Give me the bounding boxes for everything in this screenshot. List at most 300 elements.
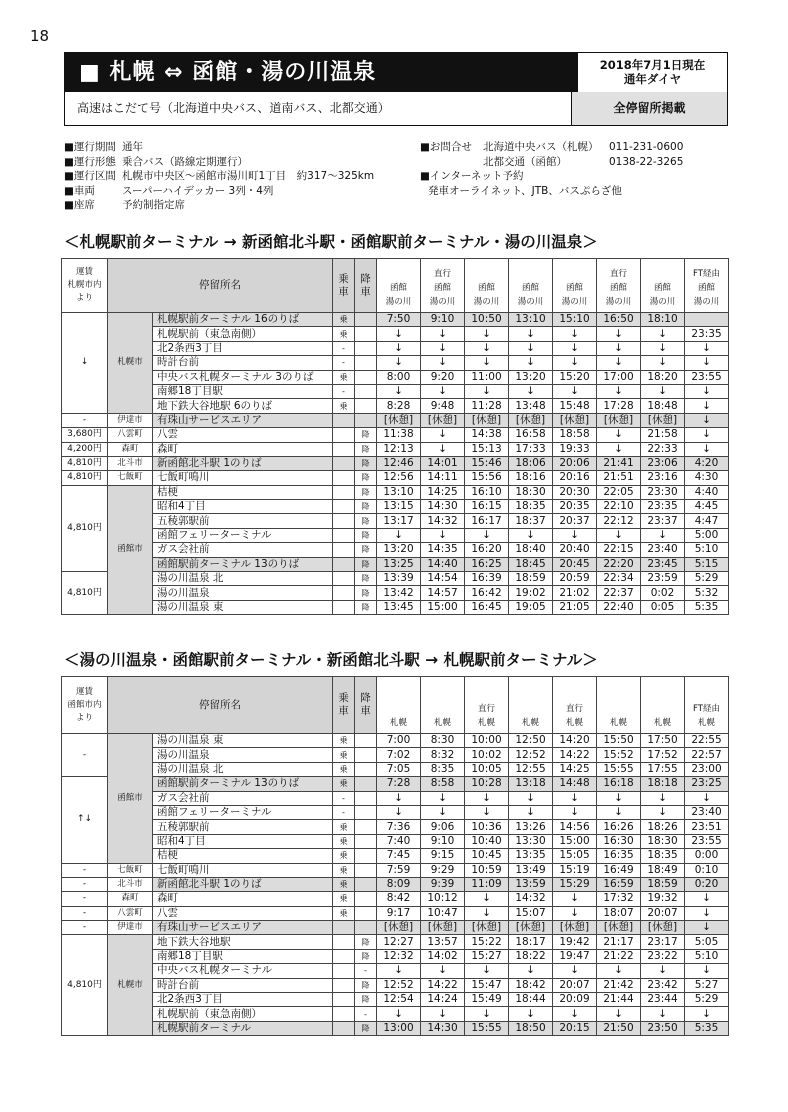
trip-header	[509, 259, 553, 313]
departure-time: 10:50	[465, 313, 509, 327]
trip-header-line: 湯の川	[561, 297, 588, 307]
departure-time: [休憩]	[553, 921, 597, 935]
departure-time: 13:20	[509, 370, 553, 384]
stop-row	[62, 748, 729, 762]
departure-time: ↓	[597, 528, 641, 542]
departure-time: 18:45	[509, 557, 553, 571]
stop-name: 函館駅前ターミナル 13のりば	[153, 557, 333, 571]
stop-name: 時計台前	[153, 978, 333, 992]
departure-time: ↓	[641, 327, 685, 341]
stop-row	[62, 500, 729, 514]
city-cell: 七飯町	[108, 471, 153, 485]
departure-time: 23:40	[641, 543, 685, 557]
departure-time: 13:26	[509, 820, 553, 834]
departure-time: ↓	[553, 341, 597, 355]
departure-time: [休憩]	[509, 413, 553, 427]
departure-time: 0:00	[685, 849, 729, 863]
departure-time: 15:19	[553, 863, 597, 877]
section-title: ＜札幌駅前ターミナル → 新函館北斗駅・函館駅前ターミナル・湯の川温泉＞	[64, 233, 598, 251]
departure-time: ↓	[553, 528, 597, 542]
trip-header	[465, 677, 509, 734]
departure-time: ↓	[597, 1007, 641, 1021]
trip-header-line: 直行	[433, 269, 451, 279]
stop-row	[62, 892, 729, 906]
departure-time: [休憩]	[421, 413, 465, 427]
board-mark: 乗	[333, 849, 355, 863]
departure-time: 15:52	[597, 748, 641, 762]
trip-header-line	[377, 689, 420, 703]
info-key: ■運行期間	[64, 141, 116, 153]
trip-header-line: 札幌	[521, 718, 539, 728]
stop-row	[62, 978, 729, 992]
departure-time: 5:29	[685, 572, 729, 586]
board-header: 乗 車	[333, 677, 355, 734]
departure-time: 5:35	[685, 1021, 729, 1035]
departure-time: 23:17	[641, 935, 685, 949]
city-cell: 函館市	[108, 734, 153, 864]
stop-name: 北2条西3丁目	[153, 341, 333, 355]
board-mark	[333, 471, 355, 485]
board-mark	[333, 428, 355, 442]
departure-time: 13:25	[377, 557, 421, 571]
board-mark	[333, 935, 355, 949]
timetable-inbound	[61, 676, 729, 1036]
departure-time: ↓	[553, 805, 597, 819]
departure-time: 13:42	[377, 586, 421, 600]
board-mark: 乗	[333, 820, 355, 834]
board-mark: 乗	[333, 877, 355, 891]
departure-time: 23:25	[685, 777, 729, 791]
alight-header: 降 車	[355, 677, 377, 734]
departure-time: 13:48	[509, 399, 553, 413]
departure-time: 16:59	[597, 877, 641, 891]
departure-time: ↓	[509, 1007, 553, 1021]
departure-time: 17:50	[641, 734, 685, 748]
alight-mark: 降	[355, 935, 377, 949]
departure-time: 20:35	[553, 500, 597, 514]
departure-time: ↓	[377, 964, 421, 978]
departure-time: 10:28	[465, 777, 509, 791]
departure-time: 21:44	[597, 993, 641, 1007]
departure-time: 13:39	[377, 572, 421, 586]
fare-cell: 4,810円	[62, 485, 108, 571]
board-mark: 乗	[333, 370, 355, 384]
alight-mark	[355, 413, 377, 427]
departure-time: 13:35	[509, 849, 553, 863]
stop-name: 有珠山サービスエリア	[153, 413, 333, 427]
departure-time: [休憩]	[641, 921, 685, 935]
departure-time: ↓	[509, 327, 553, 341]
board-mark: -	[333, 341, 355, 355]
trip-header-line: 函館	[609, 283, 627, 293]
departure-time: 8:00	[377, 370, 421, 384]
departure-time: 15:56	[465, 471, 509, 485]
departure-time: 21:17	[597, 935, 641, 949]
city-cell: 伊達市	[108, 413, 153, 427]
departure-time: ↓	[377, 791, 421, 805]
departure-time: ↓	[641, 964, 685, 978]
departure-time: 16:25	[465, 557, 509, 571]
alight-mark	[355, 906, 377, 920]
stop-name: 地下鉄大谷地駅 6のりば	[153, 399, 333, 413]
departure-time: 15:50	[597, 734, 641, 748]
departure-time: 12:54	[377, 993, 421, 1007]
schedule-type: 通年ダイヤ	[623, 72, 682, 86]
departure-time: 16:18	[597, 777, 641, 791]
departure-time: ↓	[597, 428, 641, 442]
fare-cell: 4,200円	[62, 442, 108, 456]
stop-name: 函館フェリーターミナル	[153, 805, 333, 819]
trip-header	[377, 259, 421, 313]
departure-time: 9:06	[421, 820, 465, 834]
departure-time: ↓	[553, 384, 597, 398]
departure-time: 16:10	[465, 485, 509, 499]
trip-header-line	[421, 703, 464, 717]
departure-time: 15:46	[465, 456, 509, 470]
departure-time: 17:52	[641, 748, 685, 762]
departure-time: 5:27	[685, 978, 729, 992]
departure-time: 19:42	[553, 935, 597, 949]
alight-mark	[355, 734, 377, 748]
departure-time: 22:20	[597, 557, 641, 571]
departure-time: 14:01	[421, 456, 465, 470]
departure-time: 22:12	[597, 514, 641, 528]
route-subtitle: 高速はこだて号（北海道中央バス、道南バス、北都交通）	[77, 101, 390, 115]
departure-time: ↓	[641, 791, 685, 805]
stop-row	[62, 313, 729, 327]
trip-header	[421, 677, 465, 734]
departure-time: 5:10	[685, 543, 729, 557]
departure-time: 13:45	[377, 600, 421, 614]
departure-time: 4:40	[685, 485, 729, 499]
departure-time: 17:33	[509, 442, 553, 456]
departure-time: 18:22	[509, 949, 553, 963]
alight-mark	[355, 849, 377, 863]
departure-time: 5:00	[685, 528, 729, 542]
departure-time: 15:05	[553, 849, 597, 863]
departure-time: [休憩]	[553, 413, 597, 427]
trip-header-line	[421, 689, 464, 703]
date-line: 2018年7月1日現在	[599, 58, 706, 72]
departure-time: [休憩]	[377, 921, 421, 935]
departure-time: ↓	[465, 805, 509, 819]
board-mark	[333, 949, 355, 963]
trip-header-line	[465, 689, 508, 703]
departure-time: 22:10	[597, 500, 641, 514]
city-cell: 北斗市	[108, 456, 153, 470]
departure-time: 15:55	[465, 1021, 509, 1035]
departure-time: ↓	[685, 964, 729, 978]
trip-header-line	[465, 268, 508, 282]
board-mark	[333, 528, 355, 542]
board-mark: 乗	[333, 762, 355, 776]
board-mark	[333, 557, 355, 571]
stop-name: 湯の川温泉 東	[153, 600, 333, 614]
board-mark: 乗	[333, 834, 355, 848]
departure-time: 20:30	[553, 485, 597, 499]
departure-time: 14:30	[421, 500, 465, 514]
departure-time: 18:44	[509, 993, 553, 1007]
departure-time: ↓	[641, 1007, 685, 1021]
fare-header: 運賃 札幌市内 より	[62, 259, 108, 313]
departure-time: 9:48	[421, 399, 465, 413]
departure-time: 15:20	[553, 370, 597, 384]
departure-time: 15:07	[509, 906, 553, 920]
departure-time: 18:42	[509, 978, 553, 992]
trip-header	[421, 259, 465, 313]
stop-name: 湯の川温泉	[153, 748, 333, 762]
departure-time: 14:54	[421, 572, 465, 586]
alight-mark	[355, 313, 377, 327]
departure-time: 14:25	[553, 762, 597, 776]
stop-row	[62, 572, 729, 586]
stop-row	[62, 442, 729, 456]
trip-header-line	[641, 268, 684, 282]
departure-time: 14:35	[421, 543, 465, 557]
board-mark: -	[333, 805, 355, 819]
trip-header-line: 函館	[565, 283, 583, 293]
stop-row	[62, 834, 729, 848]
stop-name: 有珠山サービスエリア	[153, 921, 333, 935]
departure-time: ↓	[377, 805, 421, 819]
departure-time: 13:57	[421, 935, 465, 949]
departure-time: 18:30	[641, 834, 685, 848]
stop-row	[62, 906, 729, 920]
board-mark: 乗	[333, 748, 355, 762]
departure-time: 21:58	[641, 428, 685, 442]
departure-time: 7:45	[377, 849, 421, 863]
departure-time: 22:34	[597, 572, 641, 586]
departure-time: 23:45	[641, 557, 685, 571]
info-value: 札幌市中央区～函館市湯川町1丁目 約317～325km	[122, 170, 375, 182]
stop-row	[62, 341, 729, 355]
stop-row	[62, 514, 729, 528]
departure-time: ↓	[377, 341, 421, 355]
departure-time: 13:00	[377, 1021, 421, 1035]
stop-row	[62, 762, 729, 776]
departure-time: ↓	[377, 356, 421, 370]
departure-time: 14:48	[553, 777, 597, 791]
fare-cell: -	[62, 734, 108, 777]
departure-time: 8:30	[421, 734, 465, 748]
departure-time: 22:55	[685, 734, 729, 748]
departure-time: 10:00	[465, 734, 509, 748]
trip-header-line: 湯の川	[429, 297, 456, 307]
stop-name: 地下鉄大谷地駅	[153, 935, 333, 949]
alight-mark: 降	[355, 586, 377, 600]
departure-time: 10:12	[421, 892, 465, 906]
board-mark: -	[333, 791, 355, 805]
trip-header-line: 函館	[653, 283, 671, 293]
departure-time: 7:59	[377, 863, 421, 877]
stop-name: ガス会社前	[153, 791, 333, 805]
trip-header-line: 直行	[609, 269, 627, 279]
departure-time: ↓	[509, 528, 553, 542]
departure-time: 15:10	[553, 313, 597, 327]
fare-cell: -	[62, 906, 108, 920]
stop-row	[62, 543, 729, 557]
board-mark	[333, 1021, 355, 1035]
stop-name: 函館フェリーターミナル	[153, 528, 333, 542]
departure-time: 8:58	[421, 777, 465, 791]
trip-header-line: 直行	[565, 704, 583, 714]
city-cell: 八雲町	[108, 428, 153, 442]
alight-mark: 降	[355, 543, 377, 557]
departure-time: 9:10	[421, 313, 465, 327]
departure-time: 15:55	[597, 762, 641, 776]
departure-time: ↓	[465, 528, 509, 542]
trip-header-line: 湯の川	[649, 297, 676, 307]
departure-time: 18:07	[597, 906, 641, 920]
trip-header	[641, 677, 685, 734]
departure-time: ↓	[597, 805, 641, 819]
departure-time: ↓	[597, 964, 641, 978]
departure-time: 20:16	[553, 471, 597, 485]
departure-time: ↓	[553, 791, 597, 805]
alight-mark: 降	[355, 528, 377, 542]
trip-header-line	[553, 689, 596, 703]
stop-name: 昭和4丁目	[153, 500, 333, 514]
route-title: ■ 札幌 ⇔ 函館・湯の川温泉	[79, 60, 377, 85]
board-mark: 乗	[333, 327, 355, 341]
departure-time: ↓	[597, 442, 641, 456]
departure-time: 23:51	[685, 820, 729, 834]
departure-time: 23:22	[641, 949, 685, 963]
stop-name: 森町	[153, 442, 333, 456]
departure-time: 18:30	[509, 485, 553, 499]
departure-time: ↓	[421, 327, 465, 341]
departure-time: 23:50	[641, 1021, 685, 1035]
departure-time: 12:13	[377, 442, 421, 456]
trip-header	[641, 259, 685, 313]
alight-mark	[355, 370, 377, 384]
trip-header	[465, 259, 509, 313]
departure-time: 13:59	[509, 877, 553, 891]
departure-time: 4:47	[685, 514, 729, 528]
departure-time: [休憩]	[597, 921, 641, 935]
departure-time: 9:20	[421, 370, 465, 384]
departure-time: ↓	[597, 341, 641, 355]
trip-header	[597, 259, 641, 313]
departure-time: 21:05	[553, 600, 597, 614]
departure-time: ↓	[553, 906, 597, 920]
departure-time: ↓	[553, 892, 597, 906]
departure-time: 20:59	[553, 572, 597, 586]
info-key: ■車両	[64, 184, 95, 197]
departure-time: ↓	[377, 1007, 421, 1021]
board-mark	[333, 993, 355, 1007]
departure-time: 14:22	[421, 978, 465, 992]
stop-row	[62, 384, 729, 398]
stop-row	[62, 413, 729, 427]
departure-time: 18:40	[509, 543, 553, 557]
stop-row	[62, 921, 729, 935]
board-mark: -	[333, 356, 355, 370]
departure-time: 21:50	[597, 1021, 641, 1035]
departure-time: ↓	[465, 892, 509, 906]
departure-time: ↓	[685, 442, 729, 456]
departure-time: 18:49	[641, 863, 685, 877]
departure-time: 22:15	[597, 543, 641, 557]
departure-time: 22:05	[597, 485, 641, 499]
info-value: 乗合バス（路線定期運行）	[122, 155, 248, 168]
departure-time: 20:06	[553, 456, 597, 470]
timetable-outbound	[61, 258, 729, 615]
departure-time: ↓	[685, 921, 729, 935]
departure-time: 16:50	[597, 313, 641, 327]
departure-time: 5:05	[685, 935, 729, 949]
departure-time: 13:18	[509, 777, 553, 791]
alight-mark: 降	[355, 500, 377, 514]
departure-time: 14:11	[421, 471, 465, 485]
trip-header	[553, 677, 597, 734]
departure-time: ↓	[465, 356, 509, 370]
alight-mark: 降	[355, 978, 377, 992]
board-mark	[333, 1007, 355, 1021]
departure-time: 13:10	[509, 313, 553, 327]
stop-row	[62, 949, 729, 963]
departure-time: 8:35	[421, 762, 465, 776]
departure-time: 15:49	[465, 993, 509, 1007]
departure-time: ↓	[421, 384, 465, 398]
departure-time: 23:55	[685, 834, 729, 848]
stop-row	[62, 849, 729, 863]
departure-time: ↓	[685, 356, 729, 370]
trip-header-line: 札幌	[609, 718, 627, 728]
departure-time: 23:59	[641, 572, 685, 586]
departure-time: 21:41	[597, 456, 641, 470]
departure-time: ↓	[465, 327, 509, 341]
board-mark	[333, 543, 355, 557]
stop-row	[62, 456, 729, 470]
stop-name: 五稜郭駅前	[153, 820, 333, 834]
departure-time: ↓	[685, 341, 729, 355]
departure-time: ↓	[421, 356, 465, 370]
departure-time: 15:27	[465, 949, 509, 963]
departure-time: ↓	[509, 791, 553, 805]
board-mark	[333, 978, 355, 992]
departure-time: 12:46	[377, 456, 421, 470]
stop-name: 森町	[153, 892, 333, 906]
stop-row	[62, 557, 729, 571]
alight-mark	[355, 762, 377, 776]
trip-header-line	[509, 268, 552, 282]
departure-time: 17:32	[597, 892, 641, 906]
departure-time: 14:38	[465, 428, 509, 442]
trip-header-line: 湯の川	[605, 297, 632, 307]
stop-name: 桔梗	[153, 849, 333, 863]
board-mark: 乗	[333, 777, 355, 791]
departure-time: ↓	[465, 384, 509, 398]
departure-time: 11:09	[465, 877, 509, 891]
departure-time	[685, 313, 729, 327]
trip-header	[597, 677, 641, 734]
departure-time: 18:06	[509, 456, 553, 470]
stop-row	[62, 485, 729, 499]
departure-time: 12:55	[509, 762, 553, 776]
departure-time: 4:20	[685, 456, 729, 470]
alight-mark	[355, 399, 377, 413]
info-key: ■運行形態	[64, 155, 116, 168]
alight-mark: 降	[355, 1021, 377, 1035]
departure-time: 22:57	[685, 748, 729, 762]
trip-header-line: 直行	[477, 704, 495, 714]
stop-row	[62, 1021, 729, 1035]
stop-name: 八雲	[153, 428, 333, 442]
departure-time: 9:39	[421, 877, 465, 891]
departure-time: 15:47	[465, 978, 509, 992]
departure-time: 19:32	[641, 892, 685, 906]
